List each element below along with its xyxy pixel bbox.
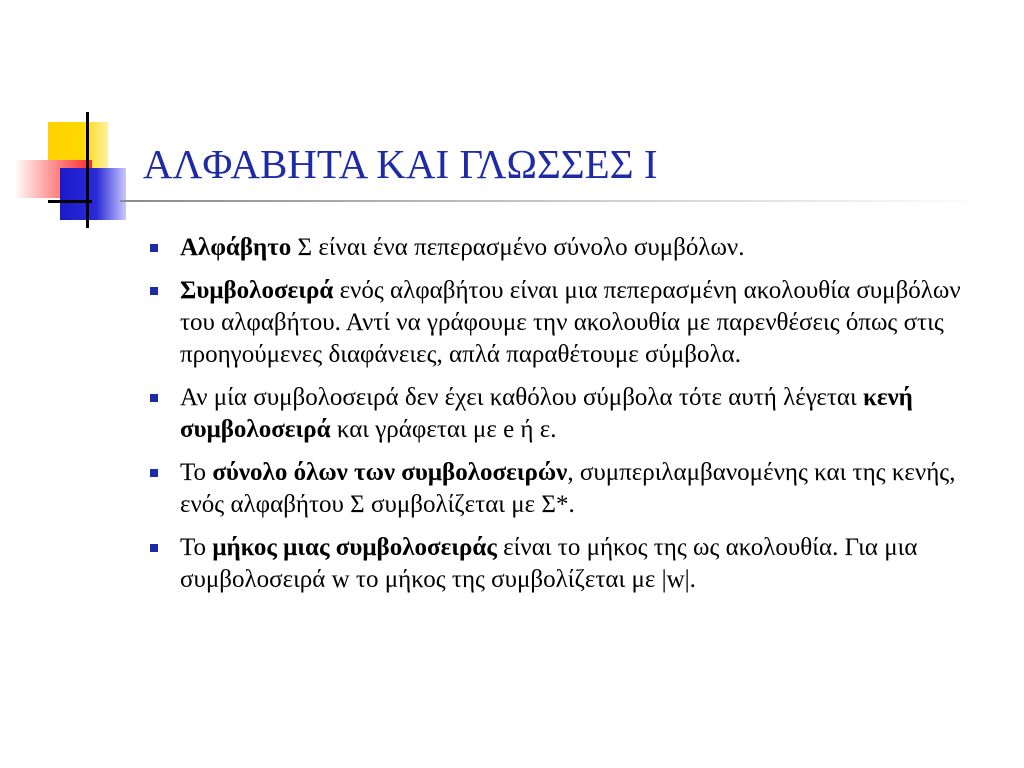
- bold-term: Συμβολοσειρά: [180, 277, 334, 304]
- title-divider: [120, 200, 990, 202]
- square-bullet-icon: [150, 469, 158, 477]
- bullet-text: είναι το μήκος της ως ακολουθία. Για μια συμβολοσειρά w το μήκος της συμβολίζεται με |w|.: [180, 534, 918, 593]
- slide-title: ΑΛΦΑΒΗΤΑ ΚΑΙ ΓΛΩΣΣΕΣ Ι: [143, 141, 658, 187]
- bold-term: Αλφάβητο: [180, 234, 292, 261]
- bullet-text: Αν μία συμβολοσειρά δεν έχει καθόλου σύμβολα τότε αυτή λέγεται: [180, 384, 863, 411]
- bullet-text: ενός αλφαβήτου είναι μια πεπερασμένη ακολουθία συμβόλων του αλφαβήτου. Αντί να γράφουμε την ακολουθία με παρενθέσεις όπως στις προηγούμενες διαφάνειες, απλά παραθέτουμε σύμβολα.: [180, 277, 961, 368]
- square-bullet-icon: [150, 244, 158, 252]
- vertical-line-decoration: [86, 112, 89, 228]
- bullet-item: [150, 382, 1000, 446]
- bullet-item: [150, 532, 1000, 596]
- bullet-item: [150, 232, 1000, 264]
- bold-term: μήκος μιας συμβολοσειράς: [212, 534, 497, 561]
- bullet-list: [150, 232, 1000, 607]
- bullet-item: [150, 275, 1000, 371]
- horizontal-line-decoration: [48, 200, 92, 203]
- square-bullet-icon: [150, 394, 158, 402]
- bullet-text: Το: [180, 459, 213, 486]
- blue-square-decoration: [60, 168, 126, 220]
- bold-term: κενή συμβολοσειρά: [180, 384, 913, 443]
- bullet-text: και γράφεται με e ή ε.: [330, 416, 557, 443]
- bullet-text: Το: [180, 534, 213, 561]
- square-bullet-icon: [150, 287, 158, 295]
- square-bullet-icon: [150, 544, 158, 552]
- bold-term: σύνολο όλων των συμβολοσειρών: [212, 459, 568, 486]
- bullet-text: Σ είναι ένα πεπερασμένο σύνολο συμβόλων.: [291, 234, 745, 261]
- bullet-text: , συμπεριλαμβανομένης και της κενής, ενός αλφαβήτου Σ συμβολίζεται με Σ*.: [180, 459, 956, 518]
- bullet-item: [150, 457, 1000, 521]
